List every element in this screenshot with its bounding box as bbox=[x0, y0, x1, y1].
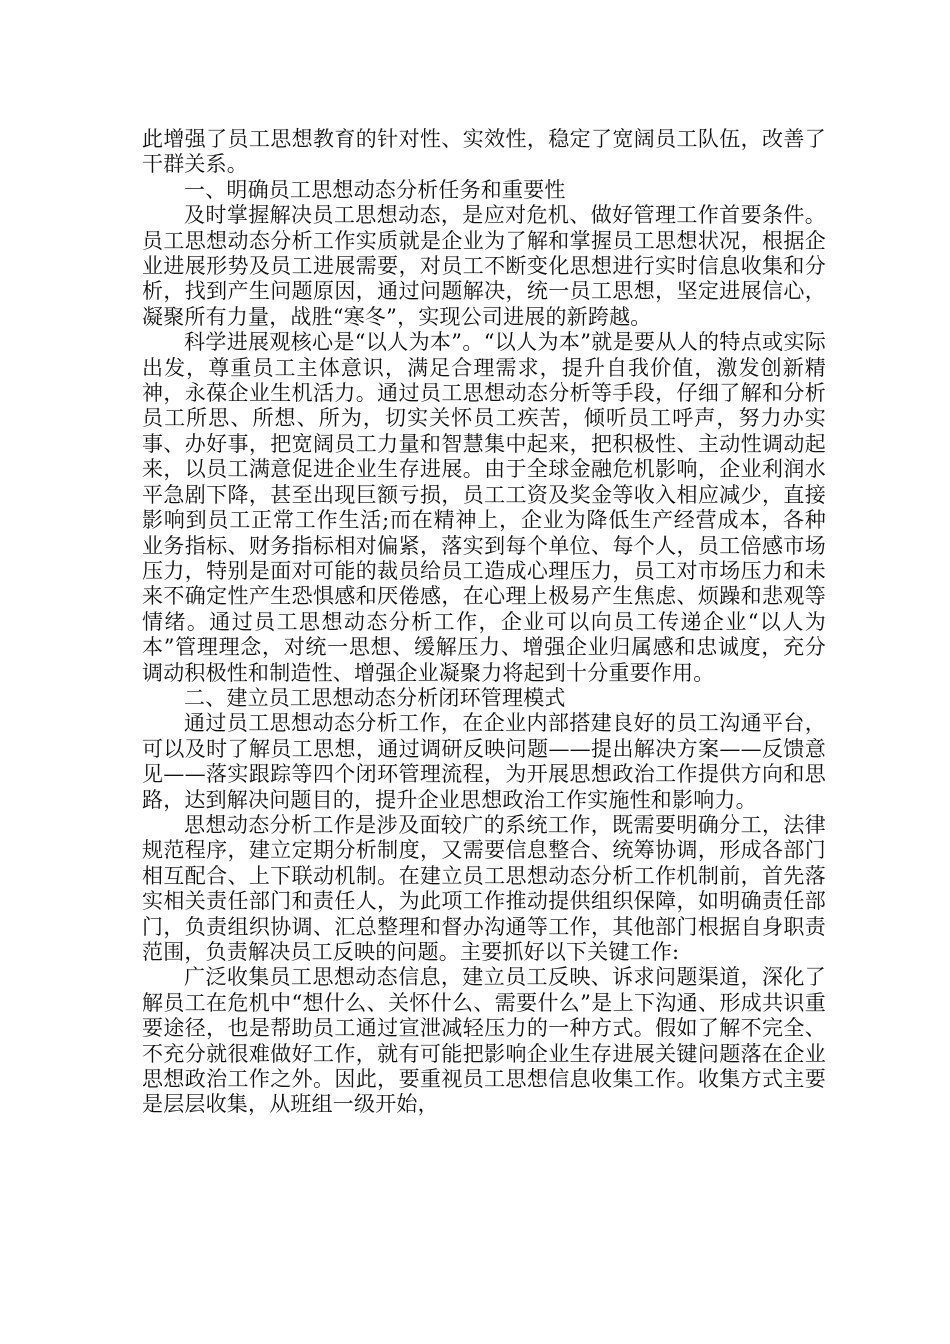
paragraph-2: 科学进展观核心是“以人为本”。“以人为本”就是要从人的特点或实际出发，尊重员工主体意识，满足合理需求，提升自我价值，激发创新精神，永葆企业生机活力。通过员工思想动态分析等手段，仔细了解和分析员工所思、所想、所为，切实关怀员工疾苦，倾听员工呼声，努力办实事、办好事，把宽阔员工力量和智慧集中起来，把积极性、主动性调动起来，以员工满意促进企业生存进展。由于全球金融危机影响，企业利润水平急剧下降，甚至出现巨额亏损，员工工资及奖金等收入相应减少，直接影响到员工正常工作生活;而在精神上，企业为降低生产经营成本，各种业务指标、财务指标相对偏紧，落实到每个单位、每个人，员工倍感市场压力，特别是面对可能的裁员给员工造成心理压力，员工对市场压力和未来不确定性产生恐惧感和厌倦感，在心理上极易产生焦虑、烦躁和悲观等情绪。通过员工思想动态分析工作，企业可以向员工传递企业“以人为本”管理理念，对统一思想、缓解压力、增强企业归属感和忠诚度，充分调动积极性和制造性、增强企业凝聚力将起到十分重要作用。 bbox=[142, 330, 826, 685]
paragraph-5: 广泛收集员工思想动态信息，建立员工反映、诉求问题渠道，深化了解员工在危机中“想什么、关怀什么、需要什么”是上下沟通、形成共识重要途径，也是帮助员工通过宣泄减轻压力的一种方式。假如了解不完全、不充分就很难做好工作，就有可能把影响企业生存进展关键问题落在企业思想政治工作之外。因此，要重视员工思想信息收集工作。收集方式主要是层层收集，从班组一级开始， bbox=[142, 965, 826, 1117]
paragraph-3: 通过员工思想动态分析工作，在企业内部搭建良好的员工沟通平台，可以及时了解员工思想，通过调研反映问题——提出解决方案——反馈意见——落实跟踪等四个闭环管理流程，为开展思想政治工作提供方向和思路，达到解决问题目的，提升企业思想政治工作实施性和影响力。 bbox=[142, 711, 826, 812]
section-heading-1: 一、明确员工思想动态分析任务和重要性 bbox=[184, 177, 566, 202]
document-body bbox=[142, 127, 826, 1118]
paragraph-4: 思想动态分析工作是涉及面较广的系统工作，既需要明确分工，法律规范程序，建立定期分析制度，又需要信息整合、统筹协调，形成各部门相互配合、上下联动机制。在建立员工思想动态分析工作机制前，首先落实相关责任部门和责任人，为此项工作推动提供组织保障，如明确责任部门，负责组织协调、汇总整理和督办沟通等工作，其他部门根据自身职责范围，负责解决员工反映的问题。主要抓好以下关键工作: bbox=[142, 812, 826, 964]
paragraph-continuation: 此增强了员工思想教育的针对性、实效性，稳定了宽阔员工队伍，改善了干群关系。 bbox=[142, 127, 826, 177]
section-heading-2: 二、建立员工思想动态分析闭环管理模式 bbox=[184, 685, 566, 710]
paragraph-1: 及时掌握解决员工思想动态，是应对危机、做好管理工作首要条件。员工思想动态分析工作实质就是企业为了解和掌握员工思想状况，根据企业进展形势及员工进展需要，对员工不断变化思想进行实时信息收集和分析，找到产生问题原因，通过问题解决，统一员工思想，坚定进展信心，凝聚所有力量，战胜“寒冬”，实现公司进展的新跨越。 bbox=[142, 203, 826, 329]
